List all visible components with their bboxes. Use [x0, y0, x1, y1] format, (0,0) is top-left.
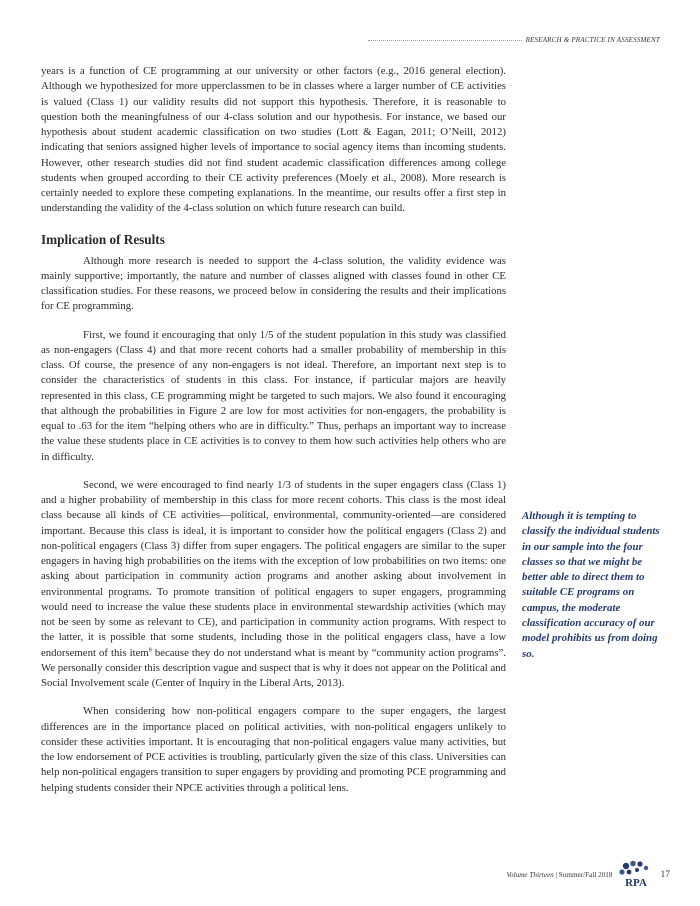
article-body [41, 64, 506, 796]
footnote-marker[interactable]: 8 [148, 646, 152, 653]
page-number: 17 [660, 870, 670, 880]
section-heading: Implication of Results [41, 231, 165, 247]
rpa-logo-icon [617, 860, 655, 890]
page-footer [430, 860, 670, 890]
paragraph-super-engagers [41, 478, 506, 692]
footer-issue: | Summer/Fall 2018 [555, 871, 613, 879]
running-header [368, 33, 660, 47]
paragraph-validity: Although more research is needed to support the 4-class solution, the validity evidence was mainly supportive; importantly, the nature and number of classes aligned with classes found in other CE classification studies. For these reasons, we proceed below in considering the results and their implications for CE programming. [41, 254, 506, 313]
pull-quote: Although it is tempting to classify the individual students in our sample into the four classes so that we might be better able to direct them to suitable CE programs on campus, the moderate classification accuracy of our model prohibits us from doing so. [522, 510, 660, 660]
paragraph-text-part-1: Second, we were encouraged to find nearly 1/3 of students in the super engagers class (Class 1) and a higher probability of membership in this class for more recent cohorts. This class is the most ideal class because all kinds of CE activities—political, environmental, community-oriented—are considered important. Because this class is ideal, it is important to consider how the political engagers (Class 2) and non-political engagers (Class 3) differ from super engagers. The political engagers are similar to the super engagers in having high probabilities on the items with the exception of low probabilities on two items: one asking about participation in community action programs and another asking about involvement in environmental programs. To promote transition of political engagers to super engagers, programming would need to increase the value these students place in environmental stewardship activities (which may not be seen by some as relevant to CE), and participation in community action programs. With respect to the latter, it is possible that some students, including those in the political engagers class, have a low endorsement of this item [41, 478, 506, 659]
paragraph-non-political-engagers: When considering how non-political engagers compare to the super engagers, the largest differences are in the importance placed on political activities, with non-political engagers unlikely to consider these activities important. It is encouraging that non-political engagers value many activities, but the low endorsement of PCE activities is troubling, particularly given the size of this class. Universities can help non-political engagers transition to super engagers by providing and promoting PCE programming and helping students consider their NPCE activities through a political lens. [41, 705, 506, 794]
header-dotted-rule [368, 40, 522, 41]
paragraph-text-part-2: because they do not understand what is meant by “community action programs”. We personally consider this description vague and suspect that is why it does not appear on the Political and Social Involvement scale (Center of Inquiry in the Liberal Arts, 2013). [41, 646, 506, 689]
journal-running-title: RESEARCH & PRACTICE IN ASSESSMENT [525, 36, 660, 44]
footer-issue-info [506, 871, 612, 879]
paragraph-non-engagers: First, we found it encouraging that only 1/5 of the student population in this study was classified as non-engagers (Class 4) and that more recent cohorts had a smaller probability of membership in this class. Of course, the presence of any non-engagers is not ideal. Therefore, an important next step is to consider the characteristics of students in this class. For instance, if particular majors are heavily represented in this class, CE programming might be targeted to such majors. We also found it encouraging that although the probabilities in Figure 2 are low for most activities for non-engagers, the probability is equal to .63 for the item “helping others who are in difficulty.” Thus, perhaps an important way to increase the value these students place in CE activities is to convey to them how such activities help others who are in difficulty. [41, 328, 506, 463]
logo-text: RPA [624, 877, 647, 889]
footer-volume: Volume Thirteen [506, 871, 554, 879]
paragraph-continued: years is a function of CE programming at our university or other factors (e.g., 2016 general election). Although we hypothesized for more upperclassmen to be in classes where a larger number of CE activities is valued (Class 1) our validity results did not support this hypothesis. Therefore, it is reasonable to question both the meaningfulness of our 4-class solution and our hypothesis. For instance, we based our hypothesis about student academic classification on two studies (Lott & Eagan, 2011; O’Neill, 2012) indicating that seniors assigned higher levels of importance to social agency items than incoming students. However, other research studies did not find student academic classification differences among college students when grouped according to their CE activity preferences (Moely et al., 2008). More research is certainly needed to explore these competing explanations. In the meantime, our results offer a first step in understanding the validity of the 4-class solution on which future research can build. [41, 65, 506, 215]
